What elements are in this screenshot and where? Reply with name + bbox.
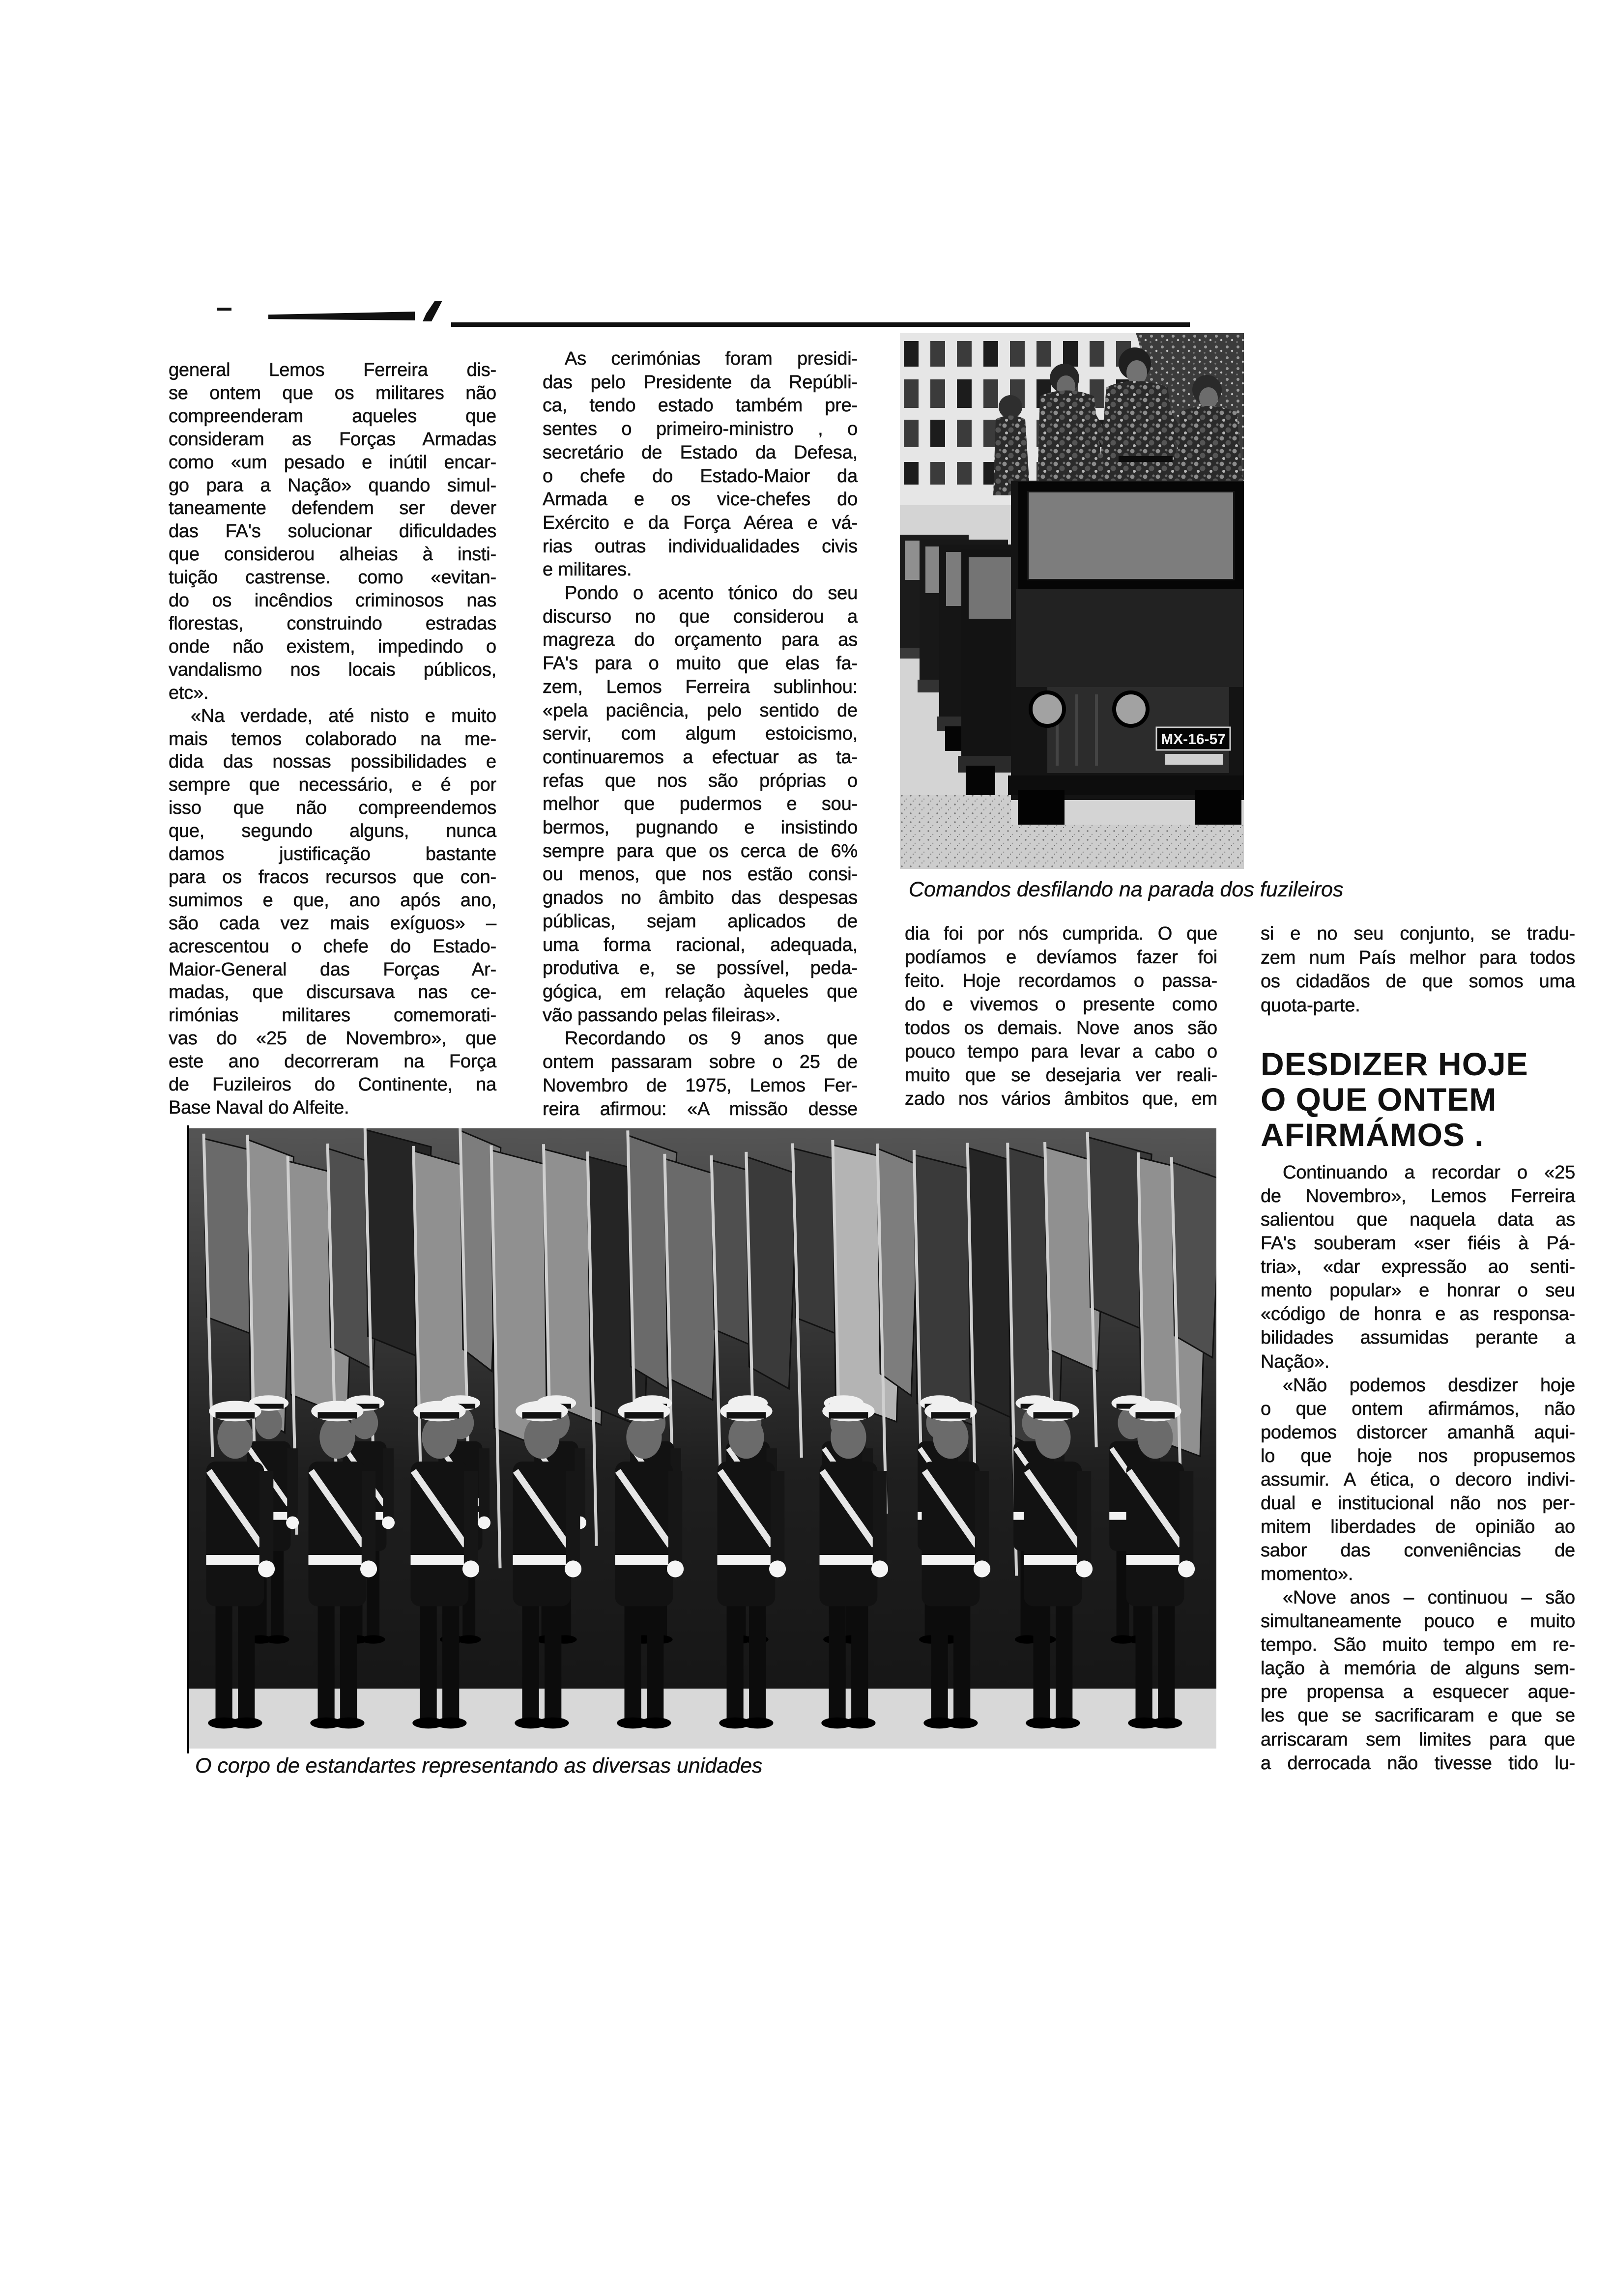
text-line: ontem passaram sobre o 25 de [543,1052,858,1073]
text-line: florestas, construindo estradas [169,613,496,634]
text-line: o chefe do Estado-Maior da [543,465,858,487]
text-line: vão passando pelas fileiras». [543,1004,781,1026]
paragraph [543,347,858,582]
text-line: uma forma racional, adequada, [543,934,858,955]
window [1063,341,1078,367]
photo-standard-bearers-image [189,1128,1216,1749]
text-line: zem num País melhor para todos [1261,947,1575,968]
text-line: do os incêndios criminosos nas [169,590,496,611]
window [957,341,972,367]
text-line: rimónias militares comemorati- [169,1005,496,1026]
photo-caption-bottom: O corpo de estandartes representando as diversas unidades [195,1754,763,1778]
text-line: Exército e da Força Aérea e vá- [543,512,858,533]
text-line: melhor que pudermos e sou- [543,794,858,815]
window [930,462,945,485]
paragraph [1261,1374,1575,1586]
text-line: Novembro de 1975, Lemos Fer- [543,1075,858,1096]
text-line: públicas, sejam aplicados de [543,911,858,932]
text-line: momento». [1261,1564,1353,1585]
text-line: este ano decorreram na Força [169,1051,496,1072]
text-line: Maior-General das Forças Ar- [169,959,496,980]
text-line: podíamos e devíamos fazer foi [905,947,1217,968]
text-line: discurso no que considerou a [543,606,858,627]
plate-sign [1165,754,1223,765]
text-line: a derrocada não tivesse tido lu- [1261,1752,1575,1774]
text-line: são cada vez mais exíguos» – [169,913,496,934]
window [1090,341,1104,367]
window [957,462,972,485]
text-line: tempo. São muito tempo em re- [1261,1635,1575,1656]
text-line: Nação». [1261,1351,1330,1372]
window [1036,341,1051,367]
text-line: sumimos e que, ano após ano, [169,890,496,911]
text-line: FA's souberam «ser fiéis à Pá- [1261,1233,1575,1254]
text-line: vas do «25 de Novembro», que [169,1028,496,1049]
text-line: se ontem que os militares não [169,382,496,403]
text-line: quota-parte. [1261,995,1360,1016]
text-line: secretário de Estado da Defesa, [543,442,858,463]
text-line: mento popular» e honrar o seu [1261,1280,1575,1301]
text-line: simultaneamente pouco e muito [1261,1611,1575,1632]
text-line: bilidades assumidas perante a [1261,1327,1575,1349]
text-line: les que se sacrificaram e que se [1261,1705,1575,1726]
text-line: magreza do orçamento para as [543,630,858,651]
text-line: das FA's solucionar dificuldades [169,521,496,542]
text-line: dida das nossas possibilidades e [169,751,496,773]
text-line: lação à memória de alguns sem- [1261,1658,1575,1679]
text-line: pouco tempo para levar a cabo o [905,1041,1217,1062]
window [930,420,945,447]
text-line: produtiva e, se possível, peda- [543,958,858,979]
text-line: ca, tendo estado também pre- [543,395,858,416]
license-plate [1156,727,1230,765]
lead-jeep [1008,481,1244,826]
text-line: zem, Lemos Ferreira sublinhou: [543,676,858,697]
window [904,341,919,367]
text-line: isso que não compreendemos [169,798,496,819]
ground [900,825,1244,869]
text-line: «pela paciência, pelo sentido de [543,700,858,721]
photo-standard-bearers [189,1128,1216,1749]
text-line: si e no seu conjunto, se tradu- [1261,923,1575,944]
text-line: consideram as Forças Armadas [169,429,496,450]
text-line: Pondo o acento tónico do seu [565,583,858,604]
text-line: salientou que naquela data as [1261,1209,1575,1231]
section-subheading [1261,1046,1528,1152]
text-line: sempre que necessário, e é por [169,775,496,796]
text-line: assumir. A ética, o decoro indivi- [1261,1469,1575,1490]
text-line: go para a Nação» quando simul- [169,475,496,496]
text-line: que, segundo alguns, nunca [169,821,496,842]
window [957,379,972,408]
paragraph [543,582,858,1027]
text-line: taneamente defendem ser dever [169,498,496,519]
text-line: para os fracos recursos que con- [169,866,496,888]
window [983,379,998,408]
headlight [1031,692,1064,726]
window [1010,341,1025,367]
text-line: dual e institucional não nos per- [1261,1492,1575,1514]
text-line: general Lemos Ferreira dis- [169,360,496,380]
window [904,379,919,408]
text-line: e militares. [543,559,632,580]
text-line: o que ontem afirmámos, não [1261,1398,1575,1419]
text-line: compreenderam aqueles que [169,405,496,427]
window [930,341,945,367]
paragraph [169,705,496,1119]
text-line: etc». [169,682,209,703]
text-line: como «um pesado e inútil encar- [169,452,496,473]
paragraph [905,922,1217,1111]
text-line: servir, com algum estoicismo, [543,723,858,745]
photo-comandos-parade [900,333,1244,869]
subheading-line: DESDIZER HOJE [1261,1046,1528,1082]
window [930,379,945,408]
text-line: pre propensa a esquecer aque- [1261,1682,1575,1703]
top-rule-mark [423,301,442,321]
license-plate-text: MX-16-57 [1161,731,1226,747]
text-line: As cerimónias foram presidi- [565,348,858,369]
text-line: sentes o primeiro-ministro , o [543,419,858,440]
text-line: dia foi por nós cumprida. O que [905,923,1217,944]
text-line: continuaremos a efectuar as ta- [543,746,858,768]
text-line: rias outras individualidades civis [543,536,858,557]
text-line: «código de honra e as responsa- [1261,1304,1575,1325]
text-line: acrescentou o chefe do Estado- [169,936,496,957]
window [904,420,919,447]
text-line: das pelo Presidente da Repúbli- [543,372,858,393]
text-line: madas, que discursava nas ce- [169,982,496,1003]
text-line: podemos distorcer amanhã aqui- [1261,1422,1575,1443]
text-line: todos os demais. Nove anos são [905,1018,1217,1038]
text-line: reira afirmou: «A missão desse [543,1098,858,1119]
photo-caption-top: Comandos desfilando na parada dos fuzileiros [909,878,1344,901]
text-line: gógica, em relação àqueles que [543,981,858,1002]
text-line: zado nos vários âmbitos que, em [905,1089,1217,1109]
text-line: Continuando a recordar o «25 [1283,1162,1575,1183]
text-line: onde não existem, impedindo o [169,636,496,657]
paragraph [1261,1161,1575,1374]
text-line: gnados no âmbito das despesas [543,888,858,909]
window [904,462,919,485]
article-column-4-bottom [1261,1161,1575,1775]
text-line: mais temos colaborado na me- [169,728,496,749]
subheading-line: O QUE ONTEM [1261,1081,1497,1118]
text-line: FA's para o muito que elas fa- [543,653,858,674]
text-line: do e vivemos o presente como [905,994,1217,1015]
paragraph [1261,922,1575,1017]
article-column-4-top [1261,922,1575,1017]
text-line: damos justificação bastante [169,844,496,865]
paragraph [543,1027,858,1121]
text-line: tuição castrense. como «evitan- [169,567,496,588]
text-line: feito. Hoje recordamos o passa- [905,971,1217,991]
text-line: Armada e os vice-chefes do [543,489,858,510]
text-line: mitem liberdades de opinião ao [1261,1516,1575,1537]
text-line: lo que hoje nos propusemos [1261,1445,1575,1466]
text-line: ou menos, que nos estão consi- [543,864,858,885]
photo-comandos-image [900,333,1244,869]
paragraph [169,359,496,705]
text-line: de Novembro», Lemos Ferreira [1261,1186,1575,1207]
window [983,341,998,367]
text-line: «Nove anos – continuou – são [1283,1587,1575,1608]
text-line: «Na verdade, até nisto e muito [191,705,496,726]
top-rule-line [451,322,1190,327]
top-rule-dash [217,308,231,311]
top-rule-bar [268,312,415,320]
text-line: arriscaram sem limites para que [1261,1729,1575,1750]
text-line: muito que se desejaria ver reali- [905,1065,1217,1086]
text-line: Recordando os 9 anos que [565,1028,858,1049]
headlight [1114,692,1148,726]
text-line: vandalismo nos locais públicos, [169,659,496,680]
text-line: que considerou alheias à insti- [169,544,496,565]
text-line: Base Naval do Alfeite. [169,1097,349,1118]
article-column-2 [543,347,858,1121]
text-line: tria», «dar expressão ao senti- [1261,1257,1575,1278]
text-line: de Fuzileiros do Continente, na [169,1074,496,1095]
text-line: bermos, pugnando e insistindo [543,817,858,838]
article-column-3 [905,922,1217,1111]
text-line: sempre para que os cerca de 6% [543,840,858,861]
window [957,420,972,447]
article-column-1 [169,359,496,1119]
subheading-line: AFIRMÁMOS . [1261,1117,1484,1153]
text-line: sabor das conveniências de [1261,1540,1575,1561]
paragraph [1261,1586,1575,1775]
text-line: «Não podemos desdizer hoje [1283,1375,1575,1396]
text-line: os cidadãos de que somos uma [1261,971,1575,992]
text-line: refas que nos são próprias o [543,770,858,791]
